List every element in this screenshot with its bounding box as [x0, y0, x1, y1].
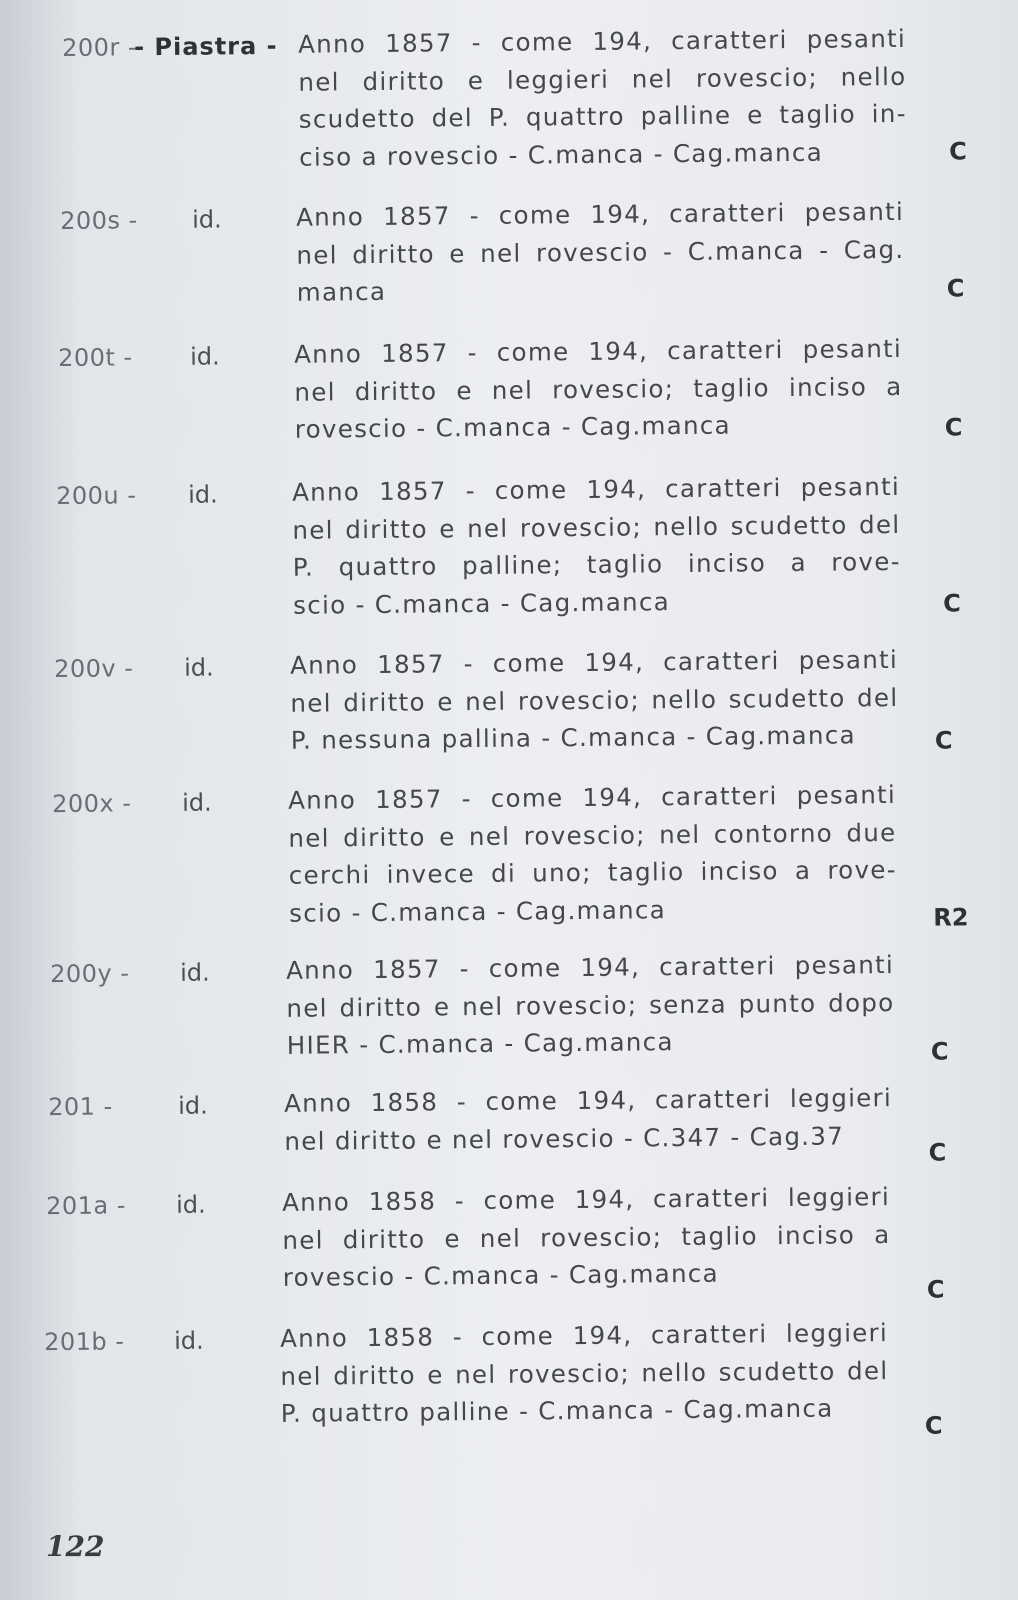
description-line: nel diritto e nel rovescio; nello scudetto del — [280, 1355, 889, 1391]
description-line: nel diritto e nel rovescio; nello scudetto del — [292, 509, 901, 545]
catalog-entry — [0, 779, 1018, 932]
description-line: ciso a rovescio - C.manca - Cag.manca — [299, 137, 824, 172]
entry-denomination: id. — [183, 653, 214, 682]
entry-denomination: id. — [191, 205, 222, 234]
description-line: nel diritto e nel rovescio - C.347 - Cag.37 — [284, 1120, 845, 1156]
entry-number: 200x - — [52, 789, 132, 819]
rarity-grade: C — [930, 1037, 949, 1066]
catalog-entry — [0, 949, 1018, 1066]
entry-description — [294, 330, 903, 448]
entry-denomination: - Piastra - — [133, 31, 278, 62]
description-line: scudetto del P. quattro palline e taglio in- — [298, 98, 907, 134]
entry-number: 200y - — [50, 959, 130, 989]
catalog-entry — [0, 471, 1018, 620]
description-line: scio - C.manca - Cag.manca — [289, 894, 667, 928]
description-line: Anno 1858 - come 194, caratteri leggieri — [279, 1318, 889, 1353]
description-line: manca — [296, 276, 387, 307]
entry-description — [292, 468, 901, 624]
description-line: rovescio - C.manca - Cag.manca — [282, 1258, 720, 1292]
description-line: P. quattro palline; taglio inciso a rove- — [292, 546, 901, 582]
entry-denomination: id. — [179, 958, 210, 987]
entry-description — [284, 1079, 893, 1160]
rarity-grade: C — [926, 1275, 945, 1304]
description-line: Anno 1857 - come 194, caratteri pesanti — [289, 644, 899, 680]
catalog-entry — [0, 333, 1018, 444]
catalog-entry — [0, 1182, 1018, 1304]
entry-description — [280, 1314, 889, 1432]
catalog-entry — [0, 23, 1018, 172]
entry-denomination: id. — [181, 788, 212, 817]
rarity-grade: C — [943, 589, 961, 618]
description-line: Anno 1858 - come 194, caratteri leggieri — [283, 1083, 893, 1118]
description-line: Anno 1857 - come 194, caratteri pesanti — [295, 196, 905, 232]
entry-denomination: id. — [177, 1091, 208, 1120]
rarity-grade: C — [924, 1411, 943, 1440]
entry-denomination: id. — [175, 1190, 206, 1219]
description-line: nel diritto e nel rovescio; nel contorno due — [288, 817, 897, 853]
entry-number: 201b - — [44, 1327, 125, 1357]
entry-description — [288, 776, 897, 932]
catalog-entry — [0, 644, 1018, 755]
catalog-entry — [0, 1083, 1018, 1167]
description-line: Anno 1857 - come 194, caratteri pesanti — [287, 779, 897, 815]
entry-denomination: id. — [187, 480, 218, 509]
page-number: 122 — [46, 1530, 105, 1563]
description-line: nel diritto e leggieri nel rovescio; nello — [298, 61, 907, 97]
description-line: Anno 1857 - come 194, caratteri pesanti — [285, 949, 895, 985]
description-line: nel diritto e nel rovescio; taglio inciso a — [282, 1219, 891, 1255]
description-line: nel diritto e nel rovescio - C.manca - Cag. — [296, 234, 905, 270]
entry-description — [296, 193, 905, 311]
description-line: HIER - C.manca - Cag.manca — [286, 1027, 674, 1060]
description-line: Anno 1857 - come 194, caratteri pesanti — [297, 23, 907, 59]
description-line: scio - C.manca - Cag.manca — [293, 586, 671, 620]
description-line: P. nessuna pallina - C.manca - Cag.manca — [290, 720, 856, 755]
entry-description — [286, 946, 895, 1064]
entry-description — [282, 1178, 891, 1296]
description-line: Anno 1857 - come 194, caratteri pesanti — [291, 471, 901, 507]
entry-number: 200u - — [56, 481, 137, 511]
rarity-grade: C — [949, 137, 967, 166]
description-line: nel diritto e nel rovescio; nello scudetto del — [290, 682, 899, 718]
entry-description — [298, 20, 907, 176]
catalog-entry — [0, 196, 1018, 307]
rarity-grade: C — [934, 726, 953, 755]
entry-description — [290, 641, 899, 759]
description-line: nel diritto e nel rovescio; taglio inciso a — [294, 371, 903, 407]
description-line: cerchi invece di uno; taglio inciso a rove- — [288, 854, 897, 890]
entry-number: 200v - — [54, 654, 134, 684]
entry-number: 200s - — [60, 206, 138, 235]
description-line: P. quattro palline - C.manca - Cag.manca — [280, 1393, 834, 1428]
rarity-grade: C — [928, 1138, 947, 1167]
entry-number: 201a - — [46, 1191, 127, 1221]
entry-denomination: id. — [173, 1326, 204, 1355]
description-line: nel diritto e nel rovescio; senza punto dopo — [286, 987, 895, 1023]
catalog-entry — [0, 1318, 1018, 1440]
rarity-grade: C — [946, 274, 965, 303]
rarity-grade: R2 — [933, 903, 969, 932]
entry-number: 200t - — [58, 343, 133, 373]
description-line: Anno 1857 - come 194, caratteri pesanti — [293, 333, 903, 369]
rarity-grade: C — [944, 413, 963, 442]
entry-number: 200r - — [61, 33, 138, 62]
description-line: rovescio - C.manca - Cag.manca — [294, 410, 732, 444]
description-line: Anno 1858 - come 194, caratteri leggieri — [281, 1182, 891, 1217]
entry-number: 201 - — [48, 1092, 113, 1122]
entry-denomination: id. — [189, 342, 220, 371]
